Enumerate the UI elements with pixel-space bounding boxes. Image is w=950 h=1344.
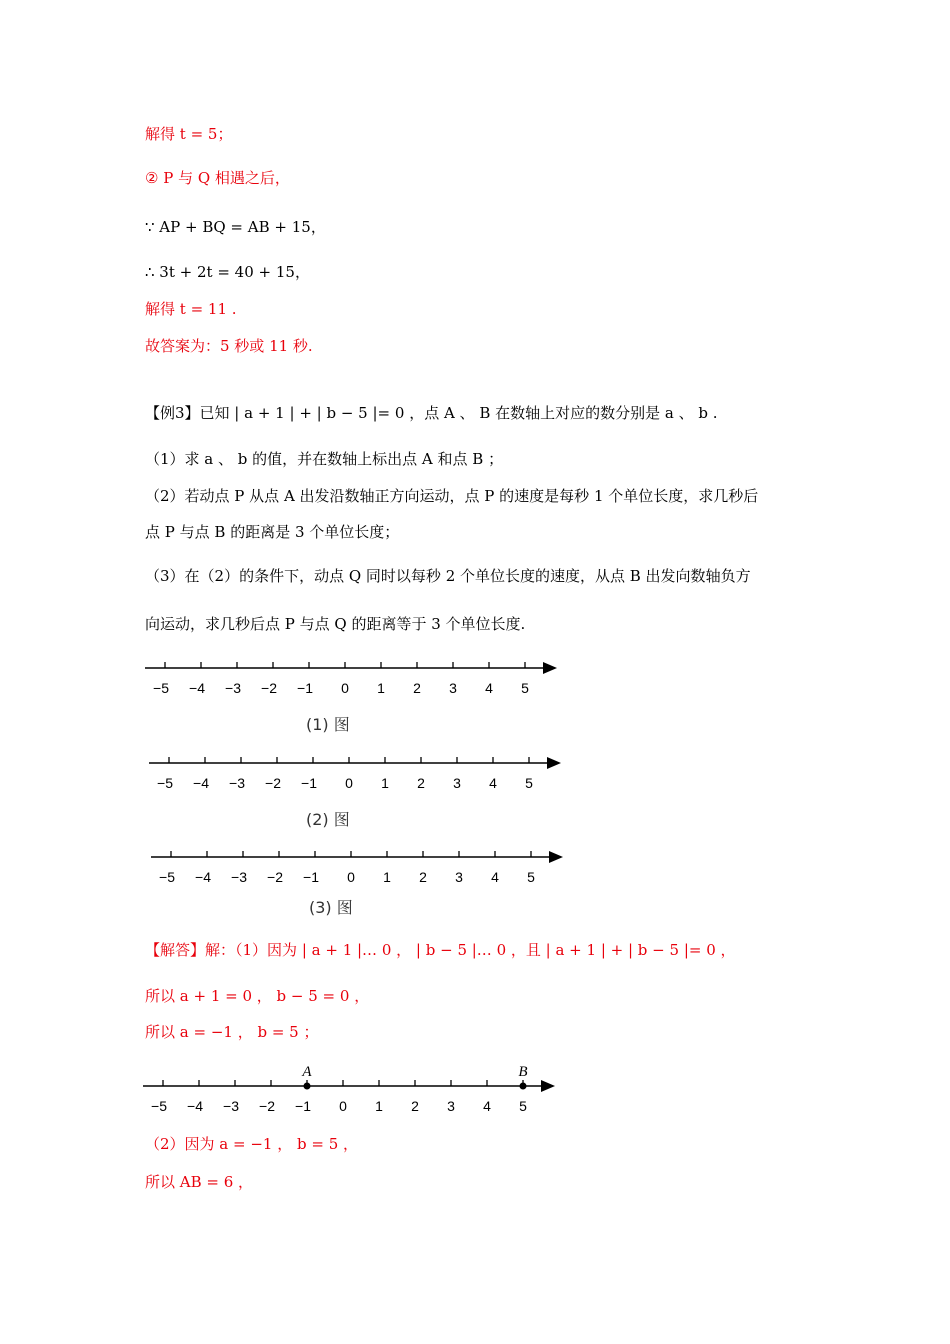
axis-arrow <box>543 662 557 674</box>
solution-line-1 <box>145 940 736 960</box>
because-line: ∵ AP + BQ = AB + 15， <box>145 218 326 236</box>
tick-label: 3 <box>447 1098 455 1114</box>
point-label-a: A <box>302 1064 312 1080</box>
tick-label: 0 <box>345 775 353 791</box>
tick-label: 2 <box>417 775 425 791</box>
tick-label: −1 <box>303 869 319 885</box>
question-2-line-1: （2）若动点 P 从点 A 出发沿数轴正方向运动，点 P 的速度是每秒 1 个单位长度，求几秒后 <box>145 487 759 505</box>
tick-label: 5 <box>521 680 529 696</box>
tick-label: −2 <box>259 1098 275 1114</box>
tick-label: 2 <box>413 680 421 696</box>
axis-arrow <box>541 1080 555 1092</box>
number-line-svg <box>145 660 565 702</box>
solution-line-5: 所以 AB = 6 ， <box>145 1173 254 1191</box>
answer-line: 故答案为：5 秒或 11 秒. <box>145 337 313 355</box>
number-line-svg <box>149 755 569 797</box>
tick-label: 4 <box>489 775 497 791</box>
tick-label: 3 <box>455 869 463 885</box>
tick-label: −3 <box>231 869 247 885</box>
point-b <box>520 1083 527 1090</box>
tick-label: 5 <box>527 869 535 885</box>
tick-label: −5 <box>151 1098 167 1114</box>
tick-label: −2 <box>265 775 281 791</box>
tick-label: −3 <box>223 1098 239 1114</box>
tick-label: −4 <box>187 1098 203 1114</box>
tick-label: −3 <box>229 775 245 791</box>
number-line-3 <box>151 849 571 891</box>
caption-1: (1) 图 <box>306 715 350 734</box>
solution-text: 解：（1）因为 | a + 1 |… 0 ， | b − 5 |… 0 ，且 | a + 1 | + | b − 5 |= 0 ， <box>205 941 736 959</box>
number-line-answer <box>143 1056 563 1118</box>
tick-label: 4 <box>491 869 499 885</box>
solution-label: 【解答】 <box>145 941 206 959</box>
tick-label: 3 <box>453 775 461 791</box>
tick-label: −1 <box>295 1098 311 1114</box>
case-2-heading: ② P 与 Q 相遇之后， <box>145 169 290 187</box>
axis-arrow <box>549 851 563 863</box>
tick-label: −3 <box>225 680 241 696</box>
tick-label: −5 <box>157 775 173 791</box>
question-3-line-2: 向运动，求几秒后点 P 与点 Q 的距离等于 3 个单位长度. <box>145 615 526 633</box>
solution-line-4: （2）因为 a = −1 ， b = 5 ， <box>145 1135 359 1153</box>
tick-label: −1 <box>301 775 317 791</box>
tick-label: 5 <box>525 775 533 791</box>
tick-label: −5 <box>153 680 169 696</box>
point-a <box>304 1083 311 1090</box>
tick-label: −2 <box>267 869 283 885</box>
solution-line-3: 所以 a = −1 ， b = 5 ； <box>145 1023 319 1041</box>
tick-label: 0 <box>341 680 349 696</box>
tick-label: −5 <box>159 869 175 885</box>
tick-label: 2 <box>411 1098 419 1114</box>
question-2-line-2: 点 P 与点 B 的距离是 3 个单位长度； <box>145 523 400 541</box>
tick-label: 0 <box>347 869 355 885</box>
question-3-line-1: （3）在（2）的条件下，动点 Q 同时以每秒 2 个单位长度的速度，从点 B 出发向数轴负方 <box>145 567 751 585</box>
tick-label: −1 <box>297 680 313 696</box>
example-3-heading: 【例3】已知 | a + 1 | + | b − 5 |= 0 ，点 A 、 B 在数轴上对应的数分别是 a 、 b . <box>145 404 718 422</box>
solve-t11: 解得 t = 11 . <box>145 300 237 318</box>
tick-label: 4 <box>485 680 493 696</box>
axis-arrow <box>547 757 561 769</box>
tick-label: 4 <box>483 1098 491 1114</box>
tick-label: 1 <box>381 775 389 791</box>
tick-label: −4 <box>189 680 205 696</box>
tick-label: 1 <box>383 869 391 885</box>
solution-line-2: 所以 a + 1 = 0 ， b − 5 = 0 ， <box>145 987 370 1005</box>
number-line-2 <box>149 755 569 797</box>
tick-label: 0 <box>339 1098 347 1114</box>
tick-label: 1 <box>375 1098 383 1114</box>
caption-3: (3) 图 <box>309 898 353 917</box>
tick-label: 3 <box>449 680 457 696</box>
tick-label: 5 <box>519 1098 527 1114</box>
point-label-b: B <box>518 1064 528 1080</box>
question-1: （1）求 a 、 b 的值，并在数轴上标出点 A 和点 B ； <box>145 450 504 468</box>
tick-label: 2 <box>419 869 427 885</box>
caption-2: (2) 图 <box>306 810 350 829</box>
solve-t5: 解得 t = 5； <box>145 125 233 143</box>
tick-label: −2 <box>261 680 277 696</box>
number-line-svg <box>151 849 571 891</box>
tick-label: −4 <box>193 775 209 791</box>
therefore-line: ∴ 3t + 2t = 40 + 15， <box>145 263 310 281</box>
tick-label: −4 <box>195 869 211 885</box>
number-line-1 <box>145 660 565 702</box>
tick-label: 1 <box>377 680 385 696</box>
number-line-svg <box>143 1056 563 1118</box>
